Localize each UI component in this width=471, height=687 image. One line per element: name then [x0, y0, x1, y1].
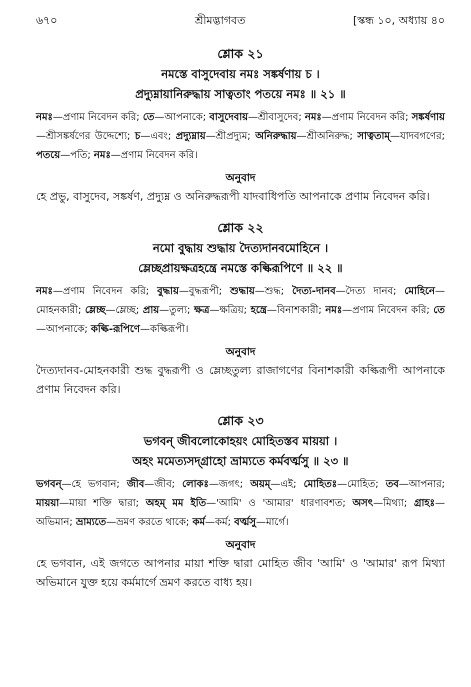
translation-heading: অনুবাদ [225, 346, 256, 358]
translation-heading: অনুবাদ [225, 172, 256, 184]
verse-line: নমো বুদ্ধায় শুদ্ধায় দৈত্যদানবমোহিনে । [152, 241, 329, 255]
synonym-meaning: শ্রীপ্রদ্যুম [215, 131, 248, 142]
verse-heading: শ্লোক ২১ [217, 46, 264, 61]
synonym-meaning: হে ভগবান [71, 479, 117, 490]
synonym-meaning: মায়া শক্তি দ্বারা [69, 498, 136, 509]
synonym-meaning: কর্ম [215, 517, 228, 528]
synonym-term: প্রায় [142, 305, 160, 316]
synonym-term: নমঃ [304, 112, 322, 123]
synonym-term: ক্ষত্র [193, 305, 210, 316]
translation-text: হে প্রভু, বাসুদেব, সঙ্কর্ষণ, প্রদ্যুম্ন ও অনিরুদ্ধরূপী যাদবাধিপতি আপনাকে প্রণাম নিবেদন করি। [36, 190, 430, 203]
synonym-term: নমঃ [36, 112, 53, 123]
synonym-meaning: কল্কিরূপী। [149, 324, 189, 335]
verse-line: ভগবন্ জীবলোকোহয়ং মোহিতস্তব মায়য়া । [143, 434, 338, 448]
synonym-term: গ্রাহঃ [413, 498, 435, 509]
synonym-term: লোকঃ [182, 479, 209, 490]
synonym-term: কল্কি-রূপিণে [90, 324, 140, 335]
word-meanings: নমঃ—প্রণাম নিবেদন করি; বুদ্ধায়—বুদ্ধরূপী; শুদ্ধায়—শুদ্ধ; দৈত্য-দানব—দৈত্য দানব; মোহিনে—মোহনকারী; ম্লেচ্ছ—ম্লেচ্ছ; প্রায়—তুল্য; ক্ষত্র—ক্ষত্রিয়; হন্ত্রে—বিনাশকারী; নমঃ—প্রণাম নিবেদন করি; তে—আপনাকে; কল্কি-রূপিণে—কল্কিরূপী। [36, 286, 445, 335]
synonym-term: বাসুদেবায় [209, 112, 248, 123]
synonym-term: ভ্রাম্যতে [75, 517, 107, 528]
synonym-term: শুদ্ধায় [230, 286, 255, 297]
verse-block [36, 413, 445, 592]
synonym-term: সাত্বতাম্ [357, 131, 390, 142]
page-header [36, 12, 445, 32]
synonym-meaning: পতি [70, 150, 88, 161]
synonym-meaning: প্রণাম নিবেদন করি। [120, 150, 198, 161]
synonym-term: চ [134, 131, 141, 142]
synonym-meaning: 'আমি' ও 'আমার' ধারণাবশত [216, 498, 343, 509]
synonym-term: মোহিনে [404, 286, 435, 297]
synonym-term: তে [433, 305, 445, 316]
synonym-meaning: মোহনকারী [36, 305, 78, 316]
synonym-meaning: শুদ্ধ [264, 286, 281, 297]
synonym-term: দৈত্য-দানব [292, 286, 336, 297]
synonym-meaning: ম্লেচ্ছ [115, 305, 136, 316]
translation-text: দৈত্যদানব-মোহনকারী শুদ্ধ বুদ্ধরূপী ও ম্লেচ্ছতুল্য রাজাগণের বিনাশকারী কল্কিরূপী আপনাকে প্রণাম নিবেদন করি। [36, 364, 445, 396]
synonym-meaning: এবং [150, 131, 168, 142]
synonym-meaning: আপনাকে [164, 112, 203, 123]
synonym-term: মায়য়া [36, 498, 60, 509]
synonym-term: বর্ত্মসু [234, 517, 256, 528]
verse-heading: শ্লোক ২২ [217, 220, 264, 235]
synonym-meaning: আপনাকে [46, 324, 85, 335]
synonym-term: কর্ম [192, 517, 206, 528]
synonym-term: বুদ্ধায় [157, 286, 179, 297]
synonym-meaning: মার্গে। [265, 517, 289, 528]
synonym-term: নমঃ [36, 286, 53, 297]
synonym-meaning: শ্রীসঙ্কর্ষণের উদ্দেশ্যে [46, 131, 127, 142]
word-meanings: ভগবন্—হে ভগবান; জীব—জীব; লোকঃ—জগৎ; অয়ম্—এই; মোহিতঃ—মোহিত; তব—আপনার; মায়য়া—মায়া শক্তি দ্বারা; অহম্ মম ইতি—'আমি' ও 'আমার' ধারণাবশত; অসৎ—মিথ্যা; গ্রাহঃ—অভিমান; ভ্রাম্যতে—ভ্রমণ করতে থাকে; কর্ম—কর্ম; বর্ত্মসু—মার্গে। [36, 479, 445, 528]
synonym-meaning: প্রণাম নিবেদন করি [331, 112, 406, 123]
synonym-term: ম্লেচ্ছ [84, 305, 106, 316]
verse-line: প্রদ্যুম্নায়ানিরুদ্ধায় সাত্বতাং পতয়ে নমঃ ॥ ২১ ॥ [135, 87, 346, 101]
synonym-term: পতয়ে [36, 150, 61, 161]
page-number: ৬৭০ [36, 14, 58, 27]
synonym-meaning: আপনার [408, 479, 442, 490]
book-title: শ্রীমদ্ভাগবত [194, 14, 246, 27]
synonym-meaning: ভ্রমণ করতে থাকে [116, 517, 186, 528]
synonym-meaning: এই [280, 479, 294, 490]
synonym-term: প্রদ্যুম্নায় [175, 131, 206, 142]
synonym-meaning: বিনাশকারী [276, 305, 319, 316]
synonym-term: অসৎ [352, 498, 374, 509]
synonym-term: অনিরুদ্ধায় [255, 131, 297, 142]
translation-text: হে ভগবান, এই জগতে আপনার মায়া শক্তি দ্বারা মোহিত জীব 'আমি' ও 'আমার' রূপ মিথ্যা অভিমানে যুক্ত হয়ে কর্মমার্গে ভ্রমণ করতে বাধ্য হয়। [36, 557, 445, 589]
synonym-meaning: মিথ্যা [383, 498, 404, 509]
synonym-meaning: প্রণাম নিবেদন করি [352, 305, 427, 316]
synonym-term: মোহিতঃ [303, 479, 338, 490]
synonym-term: সঙ্কর্ষণায় [411, 112, 445, 123]
synonym-term: নমঃ [93, 150, 111, 161]
synonym-meaning: প্রণাম নিবেদন করি [62, 112, 137, 123]
verse-line: অহং মমেত্যসদ্গ্রাহো ভ্রাম্যতে কর্মবর্ত্মসু ॥ ২৩ ॥ [132, 454, 349, 468]
synonym-meaning: ক্ষত্রিয় [219, 305, 244, 316]
synonym-term: তে [142, 112, 155, 123]
synonym-term: নমঃ [325, 305, 343, 316]
synonym-term: অয়ম্ [250, 479, 271, 490]
synonym-meaning: দৈত্য দানব [345, 286, 394, 297]
verse-block [36, 46, 445, 206]
translation-heading: অনুবাদ [225, 539, 256, 551]
synonym-meaning: শ্রীঅনিরুদ্ধ [306, 131, 350, 142]
synonym-meaning: অভিমান [36, 517, 70, 528]
word-meanings: নমঃ—প্রণাম নিবেদন করি; তে—আপনাকে; বাসুদেবায়—শ্রীবাসুদেব; নমঃ—প্রণাম নিবেদন করি; সঙ্কর্ষণায়—শ্রীসঙ্কর্ষণের উদ্দেশ্যে; চ—এবং; প্রদ্যুম্নায়—শ্রীপ্রদ্যুম; অনিরুদ্ধায়—শ্রীঅনিরুদ্ধ; সাত্বতাম্—যাদবগণের; পতয়ে—পতি; নমঃ—প্রণাম নিবেদন করি। [36, 112, 445, 161]
synonym-term: ভগবন্ [36, 479, 62, 490]
synonym-term: অহম্ মম ইতি [145, 498, 207, 509]
verse-line: ম্লেচ্ছপ্রায়ক্ষত্রহন্ত্রে নমস্তে কল্কিরূপিণে ॥ ২২ ॥ [138, 261, 343, 275]
verse-line: নমস্তে বাসুদেবায় নমঃ সঙ্কর্ষণায় চ । [161, 67, 320, 81]
synonym-term: জীব [126, 479, 145, 490]
synonym-term: তব [385, 479, 399, 490]
verse-heading: শ্লোক ২৩ [217, 413, 264, 428]
chapter-reference: [স্কন্ধ ১০, অধ্যায় ৪০ [352, 14, 445, 27]
synonym-meaning: জীব [154, 479, 172, 490]
synonym-meaning: মোহিত [347, 479, 376, 490]
synonym-meaning: বুদ্ধরূপী [188, 286, 219, 297]
synonym-meaning: প্রণাম নিবেদন করি [62, 286, 146, 297]
verse-block [36, 220, 445, 399]
synonym-term: হন্ত্রে [250, 305, 267, 316]
synonym-meaning: তুল্য [169, 305, 187, 316]
synonym-meaning: শ্রীবাসুদেব [258, 112, 299, 123]
synonym-meaning: যাদবগণের [399, 131, 442, 142]
synonym-meaning: জগৎ [218, 479, 240, 490]
